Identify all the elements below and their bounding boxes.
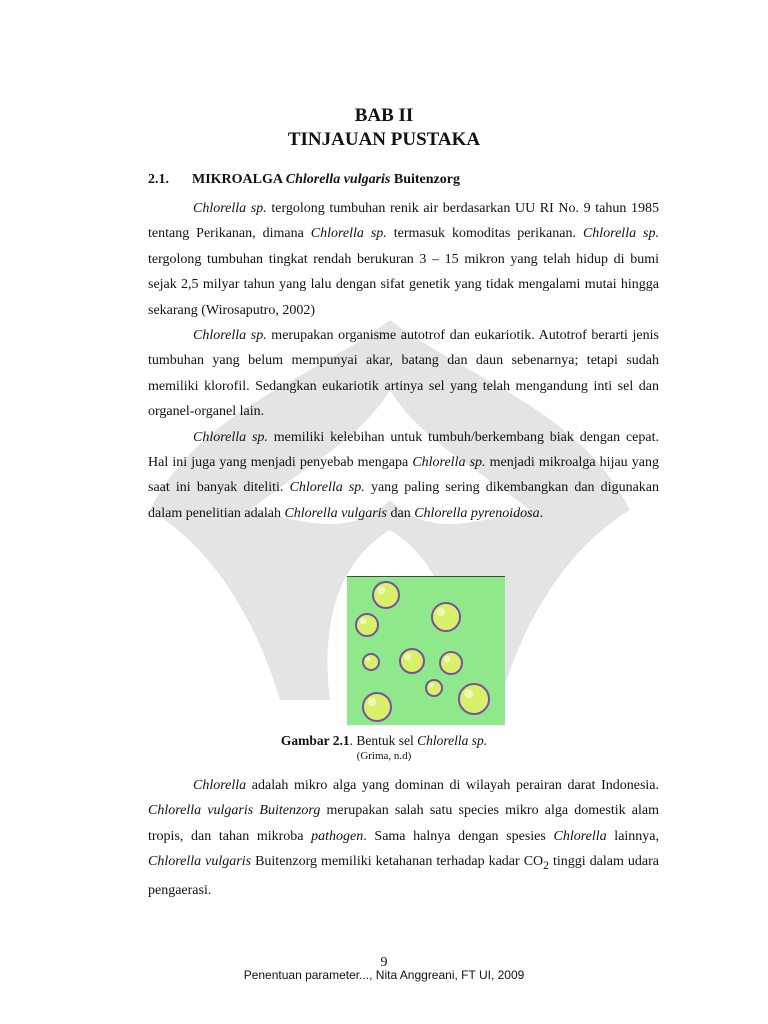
text-run: Chlorella sp. [582,226,659,242]
text-run: yang paling sering dikembangkan dan digunakan dalam penelitian adalah [148,480,659,521]
algae-cell [356,614,378,636]
text-run: tergolong tumbuhan tingkat rendah berukuran 3 – 15 mikron yang telah hidup di bumi sejak 2,5 milyar tahun yang lalu dengan sifat genetik yang tidak mengalami mutai hingga sekarang (Wirosaputro, 2002) [148,251,659,318]
cell-highlight [368,698,376,706]
cell-highlight [464,689,473,698]
figure-caption [0,733,768,749]
text-run: Buitenzorg memiliki ketahanan terhadap kadar CO [251,854,544,870]
cell-highlight [437,608,445,616]
section-title-part: MIKROALGA [192,172,283,187]
text-run: lainnya, [606,828,660,844]
algae-cell [363,693,391,721]
text-run: merupakan organisme autotrof dan eukariotik. Autotrof berarti jenis tumbuhan yang belum mempunyai akar, batang dan daun sebenarnya; tetapi sudah memiliki klorofil. Sedangkan eukariotik artinya sel yang telah mengandung inti sel dan organel-organel lain. [148,328,659,420]
cell-highlight [360,618,367,625]
cell-highlight [366,657,371,662]
section-title-part: Buitenzorg [393,172,460,187]
paragraph [148,773,659,904]
text-run: tinggi dalam udara pengaerasi. [148,854,660,899]
section-heading [148,172,460,188]
algae-cell [400,649,424,673]
caption-source: (Grima, n.d) [356,750,412,762]
text-run: Chlorella pyrenoidosa [414,505,540,521]
algae-cell [432,603,460,631]
text-run: tergolong tumbuhan renik air berdasarkan UU RI No. 9 tahun 1985 tentang Perikanan, dimana [148,201,659,242]
algae-cell [459,684,489,714]
text-run: Chlorella sp. [310,226,387,242]
caption-text: . Bentuk sel [349,733,418,748]
text-run: Chlorella [193,778,247,793]
text-run: adalah mikro alga yang dominan di wilayah perairan darat Indonesia. [246,778,659,793]
text-run: Chlorella sp. [412,455,486,471]
page-number: 9 [380,955,388,970]
text-run: 2 [543,859,549,873]
section-number: 2.1. [148,172,169,187]
text-run: merupakan salah satu species mikro alga domestik alam tropis, dan tahan mikroba [148,803,659,844]
text-run: dan [387,505,415,521]
text-run: Chlorella vulgaris [148,854,252,870]
body-text [148,773,659,904]
text-run: Chlorella vulgaris [284,505,387,521]
chapter-number: BAB II [354,105,414,126]
text-run: termasuk komoditas perikanan. [386,226,583,242]
text-run: menjadi mikroalga hijau yang saat ini banyak diteliti. [148,455,659,496]
text-run: Chlorella vulgaris Buitenzorg [148,803,321,819]
paragraph [148,323,659,425]
chapter-title: TINJAUAN PUSTAKA [287,129,481,150]
text-run: Chlorella sp. [193,201,267,216]
section-title-species: Chlorella vulgaris [285,172,391,187]
algae-cell [440,652,462,674]
caption-label: Gambar 2.1 [280,733,350,748]
cell-highlight [378,587,386,595]
caption-species: Chlorella sp. [417,733,488,748]
paragraph [148,425,659,527]
cell-highlight [444,656,451,663]
paragraph [148,196,659,323]
footer-text: Penentuan parameter..., Nita Anggreani, FT UI, 2009 [243,968,525,982]
text-run: memiliki kelebihan untuk tumbuh/berkembang biak dengan cepat. Hal ini juga yang menjadi penyebab mengapa [148,429,659,471]
cell-highlight [429,683,434,688]
text-run: . Sama halnya dengan spesies [363,828,554,844]
algae-cell [363,654,379,670]
chlorella-micrograph [347,577,505,725]
algae-cell [373,582,399,608]
text-run: . [539,505,544,521]
text-run: Chlorella sp. [289,480,365,496]
text-run: Chlorella sp. [193,429,268,445]
cell-highlight [404,653,411,660]
text-run: pathogen [311,828,364,844]
text-run: Chlorella [553,828,607,844]
body-text [148,196,659,526]
chapter-heading [0,104,768,152]
text-run: Chlorella sp. [193,328,267,344]
algae-cell [426,680,442,696]
